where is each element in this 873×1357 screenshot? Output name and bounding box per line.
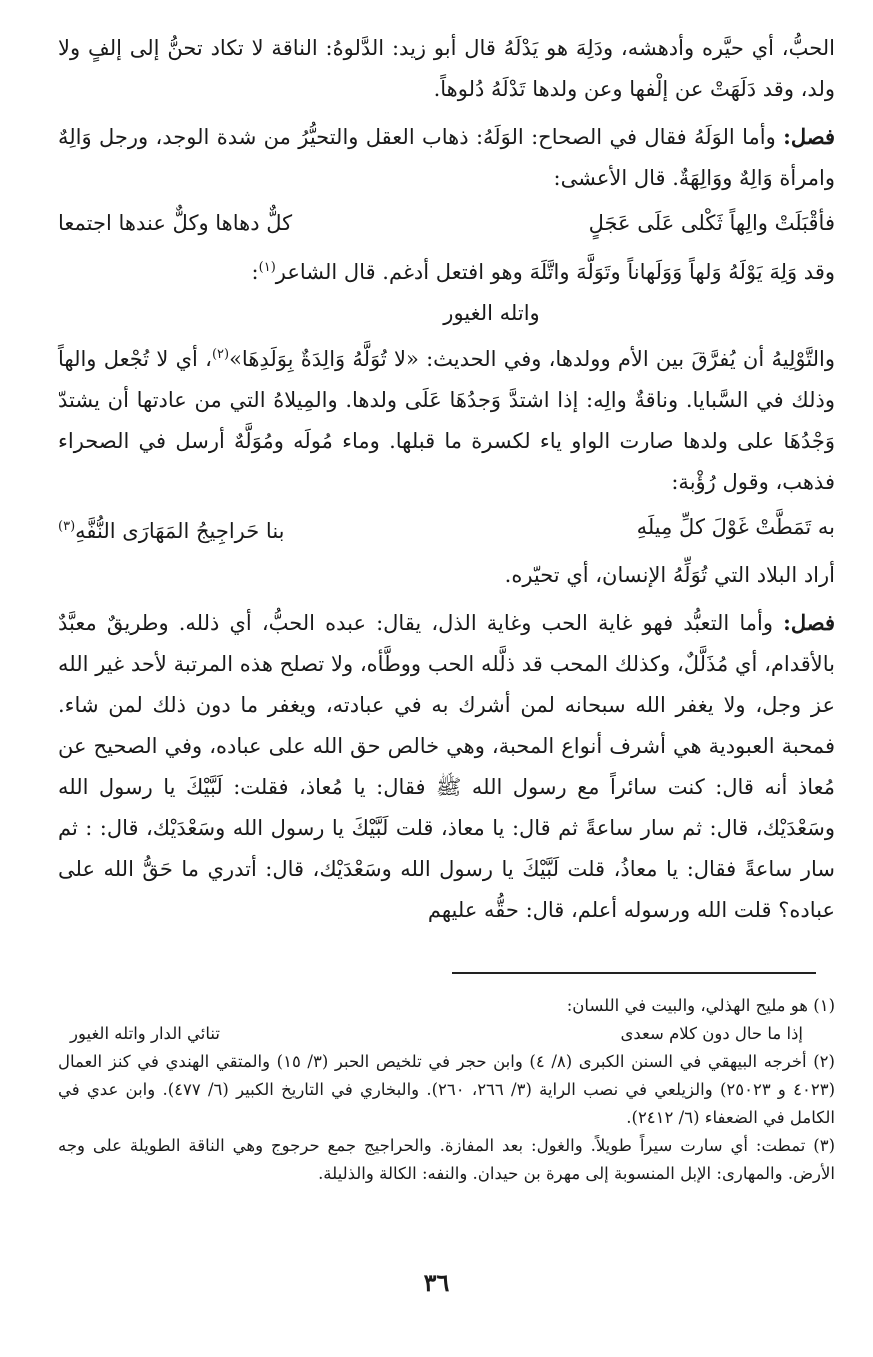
paragraph-5: أراد البلاد التي تُوَلِّهُ الإنسان، أي تحيّره. [504,563,835,587]
section-label-2: فصل: [783,610,835,635]
paragraph-3 [58,247,835,293]
verse-1 [58,201,835,245]
verse-2-second-hemistich-wrap [58,505,285,553]
paragraph-4 [58,334,835,503]
verse-1-second-hemistich: كلٌّ دهاها وكلٌّ عندها اجتمعا [58,211,293,235]
footnote-ref-2: (٢) [211,347,230,362]
footnote-ref-3: (٣) [58,519,76,534]
footnote-1: (١) هو مليح الهذلي، والبيت في اللسان: [566,996,835,1015]
verse-1-first-hemistich: فأقْبَلَتْ والِهاً ثَكْلى عَلَى عَجَلٍ [588,211,835,235]
verse-2-first-hemistich: به تَمَطَّتْ غَوْلَ كلِّ مِيلَهِ [636,515,835,539]
paragraph-6-text: وأما التعبُّد فهو غاية الحب وغاية الذل، يقال: عبده الحبُّ، أي ذلله. وطريقٌ معبَّدٌ بالأقدام، أي مُذَلَّلٌ، وكذلك المحب قد ذلَّله الحب ووطَّأه، ولا تصلح هذه المرتبة لأحد غير الله عز وجل، ولا يغفر الله سبحانه لمن أشرك به في عبادته، ويغفر ما دون ذلك لمن شاء. فمحبة العبودية هي أشرف أنواع المحبة، وهي خالص حق الله على عباده، وفي الصحيح عن مُعاذ أنه قال: كنت سائراً مع رسول الله ﷺ فقال: يا مُعاذ، فقلت: لَبَّيْكَ يا رسول الله وسَعْدَيْك، قال: ثم سار ساعةً ثم قال: يا معاذ، قلت لَبَّيْكَ يا رسول الله وسَعْدَيْك، قال: : ثم سار ساعةً فقال: يا معاذُ، قلت لَبَّيْكَ يا رسول الله وسَعْدَيْك، قال: أتدري ما حَقُّ الله على عباده؟ قلت الله ورسوله أعلم، قال: حقُّه عليهم [58,611,835,922]
footnotes [58,992,835,1188]
footnote-ref-1: (١) [258,260,276,275]
paragraph-2 [58,116,835,199]
footnote-divider [452,972,816,974]
paragraph-4-text-b: ، أي لا تُجْعل والهاً وذلك في السَّبايا. وناقةٌ والِه: إذا اشتدَّ وَجدُهَا عَلَى ولدها. والمِيلاهُ التي من عادتها أن يشتدّ وَجْدُهَا على ولدها صارت الواو ياء لكسرة ما قبلها. وماء مُولَه ومُوَلَّهٌ أرسل في الصحراء فذهب، وقول رُؤْبة: [58,347,835,494]
paragraph-1: الحبُّ، أي حيَّره وأدهشه، ودَلِهَ هو يَدْلَهُ قال أبو زيد: الدَّلوهُ: الناقة لا تكاد تحنُّ إلى إلفٍ ولا ولد، وقد دَلَهَتْ عن إلْفها وعن ولدها تَدْلَهُ دُلوهاً. [58,36,835,101]
footnote-3: (٣) تمطت: أي سارت سيراً طويلاً. والغول: بعد المفازة. والحراجيج جمع حرجوج وهي الناقة الطويلة على وجه الأرض. والمهارى: الإبل المنسوبة إلى مهرة بن حيدان. والنفه: الكالة والذليلة. [58,1136,835,1183]
paragraph-3-text: وقد وَلِهَ يَوْلَهُ وَلهاً وَوَلَهاناً وتَوَلَّهَ واتَّلَهَ وهو افتعل أدغم. قال الشاعر [275,260,835,284]
footnote-1-verse-second: تنائي الدار واتله الغيور [70,1024,220,1043]
verse-2 [58,505,835,553]
footnote-1-verse [58,1020,835,1048]
paragraph-3-end: : [251,260,259,284]
verse-2-second-hemistich: بنا حَراجِيجُ المَهَارَى النُّفَّهِ [75,519,285,543]
paragraph-6 [58,602,835,931]
paragraph-4-text-a: والتَّوْلِيهُ أن يُفرَّقَ بين الأم وولدها، وفي الحديث: «لا تُوَلَّهُ وَالِدَةٌ بِوَلَدِهَا» [229,347,835,371]
footnote-2: (٢) أخرجه البيهقي في السنن الكبرى (٨/ ٤) وابن حجر في تلخيص الحبر (٣/ ١٥) والمتقي الهندي في كنز العمال (٤٠٢٣ و ٢٥٠٢٣) والزيلعي في نصب الراية (٣/ ٢٦٦، ٢٦٠). والبخاري في التاريخ الكبير (٦/ ٤٧٧). وابن عدي في الكامل في الضعفاء (٦/ ٢٤١٢). [58,1052,836,1127]
page-number: ٣٦ [423,1268,450,1297]
section-label: فصل: [783,124,835,149]
half-verse: واتله الغيور [443,301,540,325]
main-text [58,28,835,931]
footnote-1-verse-first: إذا ما حال دون كلام سعدى [620,1024,803,1043]
paragraph-2-text: وأما الوَلَهُ فقال في الصحاح: الوَلَهُ: ذهاب العقل والتحيُّرُ من شدة الوجد، ورجل وَالِهٌ وامرأة وَالِهٌ ووَالِهَةٌ. قال الأعشى: [58,125,835,190]
